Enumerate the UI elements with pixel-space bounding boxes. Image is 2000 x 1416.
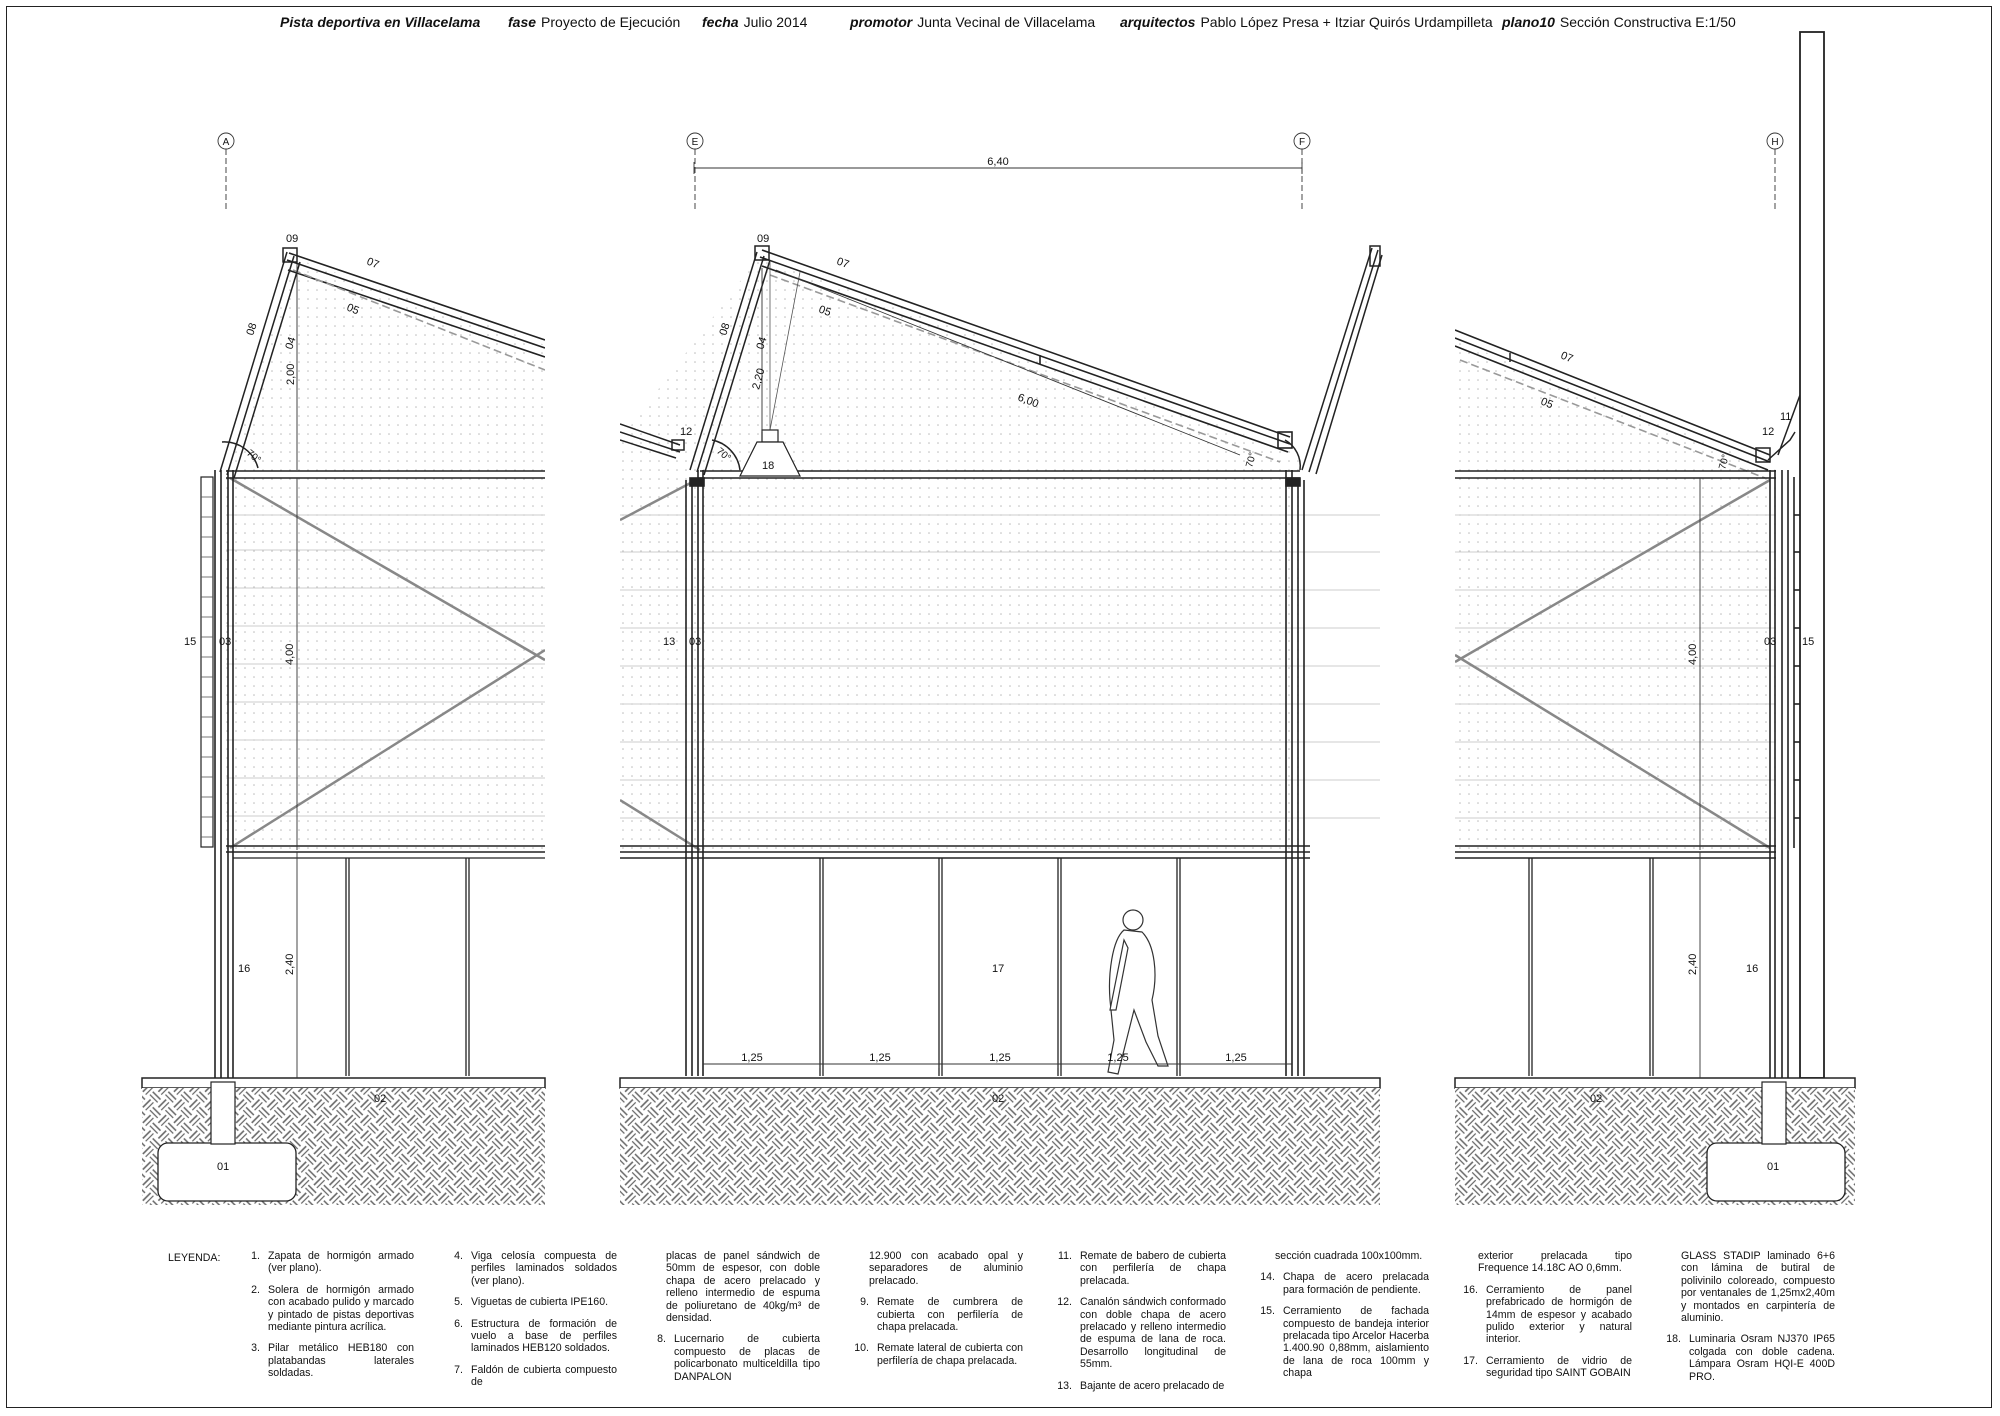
label-03-left: 03 [219, 636, 232, 648]
legend-item-continued: sección cuadrada 100x100mm. [1275, 1250, 1423, 1262]
label-03-right: 03 [1764, 636, 1777, 648]
architects-label: arquitectos [1120, 14, 1196, 30]
legend-col-5 [1046, 1250, 1226, 1401]
phase-label: fase [508, 14, 537, 30]
date-value: Julio 2014 [743, 14, 808, 30]
label-09-left: 09 [286, 233, 299, 245]
axis-label-e: E [691, 137, 699, 148]
human-scale-figure [1108, 910, 1168, 1074]
legend-item: 10. Remate lateral de cubierta con perfilería de chapa prelacada. [854, 1342, 1023, 1367]
legend-col-2 [437, 1250, 617, 1398]
legend-item: 1. Zapata de hormigón armado (ver plano). [251, 1250, 414, 1275]
legend-item: 18. Luminaria Osram NJ370 IP65 colgada con doble cadena. Lámpara Osram HQI-E 400D PRO. [1666, 1333, 1835, 1383]
legend-item-continued: placas de panel sándwich de 50mm de espesor, con doble chapa de acero prelacado y relleno intermedio de espuma de poliuretano de 40kg/m³ de densidad. [666, 1250, 820, 1325]
label-07-mid: 07 [834, 255, 851, 272]
label-09-mid: 09 [757, 233, 770, 245]
right-section [1455, 32, 1855, 1205]
dim-roof-left: 2,00 [285, 363, 297, 385]
legend-item: 5. Viguetas de cubierta IPE160. [454, 1296, 609, 1309]
legend-item: 16. Cerramiento de panel prefabricado de hormigón de 14mm de espesor y acabado pulido exterior y natural interior. [1463, 1283, 1632, 1346]
label-03-mid: 03 [689, 636, 702, 648]
dim-wall-right: 4,00 [1687, 643, 1699, 665]
dim-module-3: 1,25 [989, 1052, 1011, 1064]
legend-item-continued: GLASS STADIP laminado 6+6 con lámina de butiral de polivinilo coloreado, compuesto por ventanales de 1,25mx2,40m y montados en carpintería de aluminio. [1681, 1250, 1835, 1325]
dim-span-ef: 6,40 [987, 156, 1009, 168]
dim-angle-left: 70° [244, 447, 263, 467]
legend-item: 6. Estructura de formación de vuelo a base de perfiles laminados HEB120 soldados. [454, 1317, 617, 1355]
label-11: 11 [1780, 411, 1792, 423]
phase-value: Proyecto de Ejecución [541, 14, 681, 30]
legend-col-4 [843, 1250, 1023, 1376]
dim-module-2: 1,25 [869, 1052, 891, 1064]
sheet-value: Sección Constructiva E:1/50 [1559, 14, 1736, 30]
label-12-right: 12 [1762, 426, 1775, 438]
legend-col-1 [234, 1250, 414, 1389]
dim-module-4: 1,25 [1107, 1052, 1129, 1064]
legend-item: 13. Bajante de acero prelacado de [1057, 1379, 1225, 1392]
left-section [142, 248, 545, 1205]
dim-module-5: 1,25 [1225, 1052, 1247, 1064]
label-15-left: 15 [184, 636, 197, 648]
legend-col-6 [1249, 1250, 1429, 1389]
label-05-left: 05 [344, 301, 361, 318]
dim-low-left: 2,40 [284, 953, 296, 975]
axis-E [687, 133, 703, 210]
legend-item: 12. Canalón sándwich conformado con doble chapa de acero prelacado y relleno intermedio de espuma de lana de roca. Desarrollo longitudinal de 55mm. [1057, 1296, 1226, 1371]
legend-col-3 [640, 1250, 820, 1392]
label-05-right: 05 [1538, 395, 1555, 412]
label-01-left: 01 [217, 1161, 230, 1173]
axis-F [1294, 133, 1310, 210]
label-04-mid: 04 [754, 335, 770, 351]
middle-section [620, 162, 1382, 1205]
dim-roof-mid: 2,20 [750, 366, 768, 391]
label-02-right: 02 [1590, 1093, 1603, 1105]
label-07-left: 07 [364, 255, 381, 272]
dim-roof-slope: 6,00 [1015, 391, 1041, 411]
dim-angle-f: 70° [1244, 451, 1259, 469]
axis-label-f: F [1298, 137, 1306, 148]
dim-module-1: 1,25 [741, 1052, 763, 1064]
date-label: fecha [702, 14, 739, 30]
legend-item: 14. Chapa de acero prelacada para formación de pendiente. [1260, 1271, 1429, 1296]
dim-low-right: 2,40 [1687, 953, 1699, 975]
legend-col-8 [1655, 1250, 1835, 1392]
legend [0, 1248, 2000, 1398]
label-01-right: 01 [1767, 1161, 1780, 1173]
legend-item: 2. Solera de hormigón armado con acabado pulido y marcado y pintado de pistas deportivas mediante pintura acrílica. [251, 1283, 414, 1334]
axis-markers [218, 133, 1783, 210]
label-13: 13 [663, 636, 676, 648]
label-18: 18 [762, 460, 775, 472]
axis-label-h: H [1771, 137, 1779, 148]
axis-A [218, 133, 234, 210]
promoter-value: Junta Vecinal de Villacelama [917, 14, 1096, 30]
dim-angle-right: 70° [1717, 453, 1732, 471]
legend-item: 9. Remate de cumbrera de cubierta con perfilería de chapa prelacada. [860, 1296, 1023, 1334]
axis-label-a: A [222, 137, 230, 148]
label-15-right: 15 [1802, 636, 1815, 648]
axis-H [1767, 133, 1783, 210]
legend-title: LEYENDA: [168, 1252, 221, 1264]
legend-item: 17. Cerramiento de vidrio de seguridad tipo SAINT GOBAIN [1463, 1354, 1632, 1380]
label-08-mid: 08 [717, 321, 733, 337]
legend-item: 15. Cerramiento de fachada compuesto de bandeja interior prelacada tipo Arcelor Hacerba 1.400.90 0,88mm, aislamiento de lana de roca 100mm y chapa [1260, 1305, 1429, 1380]
label-17: 17 [992, 963, 1005, 975]
label-02-mid: 02 [992, 1093, 1005, 1105]
legend-item: 3. Pilar metálico HEB180 con platabandas laterales soldadas. [251, 1342, 414, 1380]
label-16-left: 16 [238, 963, 251, 975]
legend-item: 8. Lucernario de cubierta compuesto de placas de policarbonato multiceldilla tipo DANPALON [657, 1333, 820, 1383]
label-12-mid: 12 [680, 426, 693, 438]
label-07-right: 07 [1558, 349, 1575, 366]
promoter-label: promotor [850, 14, 913, 30]
label-02-left: 02 [374, 1093, 387, 1105]
label-05-mid: 05 [816, 303, 833, 320]
architects-value: Pablo López Presa + Itziar Quirós Urdampilleta [1200, 14, 1493, 30]
label-08-left: 08 [244, 321, 260, 337]
legend-col-7 [1452, 1250, 1632, 1389]
sheet-label: plano10 [1502, 14, 1555, 30]
dim-angle-mid: 70° [714, 445, 733, 465]
dim-wall-left: 4,00 [284, 643, 296, 665]
legend-item: 11. Remate de babero de cubierta con perfilería de chapa prelacada. [1058, 1250, 1226, 1287]
label-04-left: 04 [283, 335, 299, 351]
legend-item-continued: exterior prelacada tipo Frequence 14.18C AO 0,6mm. [1478, 1250, 1632, 1275]
legend-item-continued: 12.900 con acabado opal y separadores de aluminio prelacado. [869, 1250, 1023, 1287]
label-16-right: 16 [1746, 963, 1759, 975]
legend-item: 7. Faldón de cubierta compuesto de [454, 1363, 617, 1389]
legend-item: 4. Viga celosía compuesta de perfiles laminados soldados (ver plano). [454, 1250, 617, 1287]
project-name: Pista deportiva en Villacelama [280, 14, 481, 30]
